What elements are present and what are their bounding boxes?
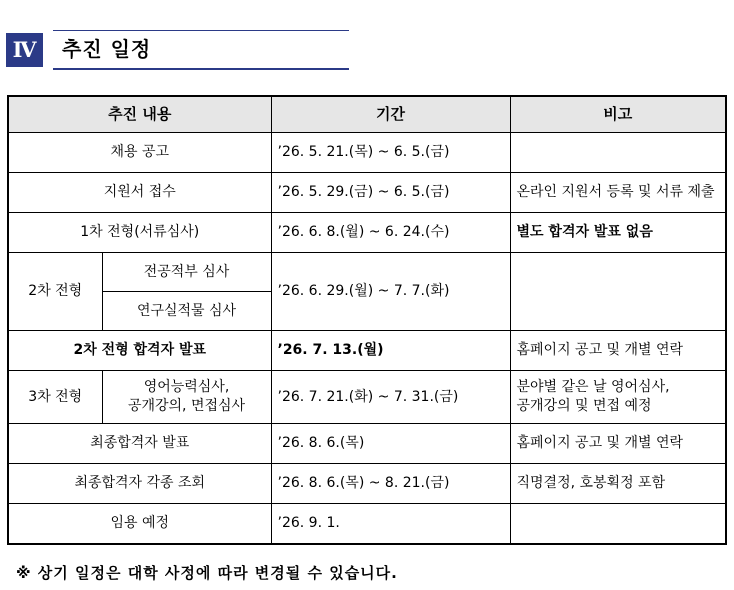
note-line: 공개강의 및 면접 예정 — [516, 398, 652, 414]
section-number-badge: Ⅳ — [6, 33, 43, 67]
table-row — [8, 371, 726, 424]
schedule-table — [7, 95, 727, 545]
row-note: 직명결정, 호봉획정 포함 — [510, 464, 726, 504]
row-note — [510, 253, 726, 331]
row-note: 홈페이지 공고 및 개별 연락 — [510, 331, 726, 371]
row-period: ’26. 8. 6.(목) — [271, 424, 510, 464]
table-row — [8, 133, 726, 173]
row-period: ’26. 6. 8.(월) ~ 6. 24.(수) — [271, 213, 510, 253]
row-note — [510, 504, 726, 545]
row-content: 최종합격자 발표 — [8, 424, 271, 464]
row-note: 별도 합격자 발표 없음 — [510, 213, 726, 253]
row-stage: 3차 전형 — [8, 371, 102, 424]
row-note — [510, 371, 726, 424]
row-content: 최종합격자 각종 조회 — [8, 464, 271, 504]
row-period: ’26. 7. 13.(월) — [271, 331, 510, 371]
row-period: ’26. 8. 6.(목) ~ 8. 21.(금) — [271, 464, 510, 504]
header-note: 비고 — [510, 96, 726, 133]
row-content: 1차 전형(서류심사) — [8, 213, 271, 253]
row-period: ’26. 5. 29.(금) ~ 6. 5.(금) — [271, 173, 510, 213]
row-substage: 전공적부 심사 — [102, 253, 271, 292]
row-period: ’26. 5. 21.(목) ~ 6. 5.(금) — [271, 133, 510, 173]
substage-line: 공개강의, 면접심사 — [127, 398, 246, 414]
row-substage: 연구실적물 심사 — [102, 292, 271, 331]
header-content: 추진 내용 — [8, 96, 271, 133]
row-stage: 2차 전형 — [8, 253, 102, 331]
table-row — [8, 253, 726, 292]
row-note — [510, 133, 726, 173]
section-heading — [6, 30, 349, 70]
heading-bottom-rule — [53, 68, 349, 70]
row-content: 채용 공고 — [8, 133, 271, 173]
note-line: 분야별 같은 날 영어심사, — [516, 379, 670, 395]
row-substage — [102, 371, 271, 424]
header-period: 기간 — [271, 96, 510, 133]
table-header-row — [8, 96, 726, 133]
table-row — [8, 213, 726, 253]
row-period: ’26. 6. 29.(월) ~ 7. 7.(화) — [271, 253, 510, 331]
row-content: 지원서 접수 — [8, 173, 271, 213]
footnote: ※ 상기 일정은 대학 사정에 따라 변경될 수 있습니다. — [16, 564, 398, 582]
substage-line: 영어능력심사, — [143, 379, 230, 395]
table-row — [8, 173, 726, 213]
section-title: 추진 일정 — [62, 37, 152, 61]
table-row — [8, 331, 726, 371]
row-content: 임용 예정 — [8, 504, 271, 545]
row-period: ’26. 9. 1. — [271, 504, 510, 545]
table-row — [8, 424, 726, 464]
row-content: 2차 전형 합격자 발표 — [8, 331, 271, 371]
row-period: ’26. 7. 21.(화) ~ 7. 31.(금) — [271, 371, 510, 424]
table-row — [8, 504, 726, 545]
row-note: 온라인 지원서 등록 및 서류 제출 — [510, 173, 726, 213]
row-note: 홈페이지 공고 및 개별 연락 — [510, 424, 726, 464]
table-row — [8, 464, 726, 504]
